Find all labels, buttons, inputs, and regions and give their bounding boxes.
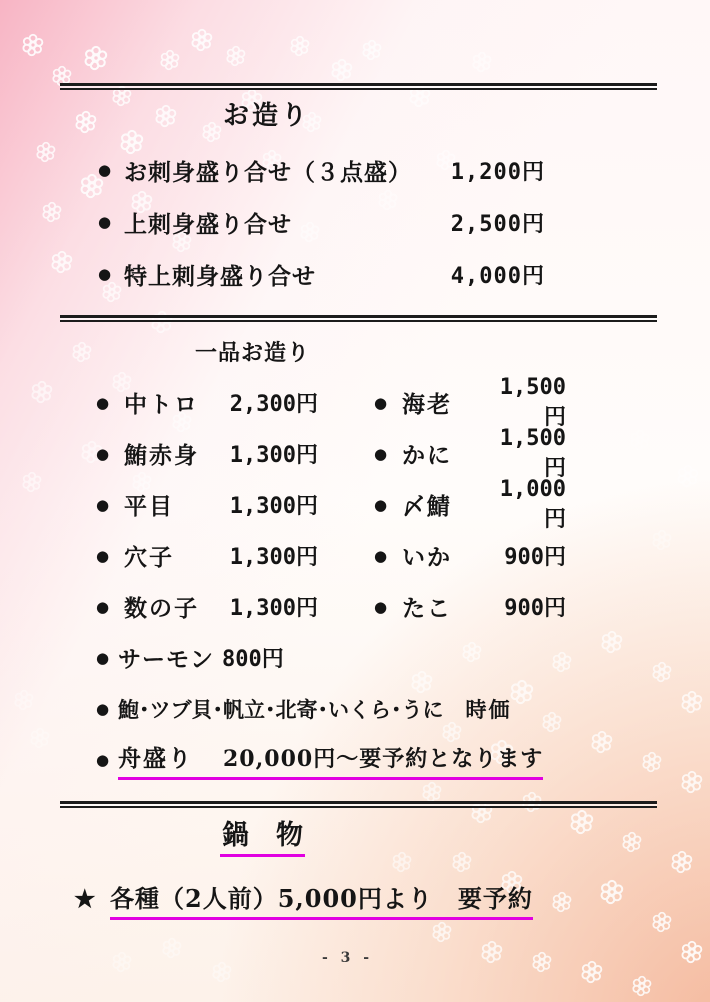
bullet-icon: ● — [374, 444, 388, 463]
item-price: 1,500円 — [499, 425, 566, 481]
item-price: 1,200円 — [450, 159, 545, 185]
ippin-items — [60, 374, 657, 785]
page-number: - 3 - — [321, 950, 374, 966]
item-name: 鮪赤身 — [124, 442, 199, 469]
bullet-icon: ● — [98, 213, 113, 231]
note-text: 各種（2人前）5,000円より 要予約 — [110, 879, 533, 920]
section-title-nabemono: 鍋 物 — [220, 820, 305, 857]
item-price: 900円 — [504, 545, 566, 570]
bullet-icon: ● — [96, 495, 110, 514]
item-price: 2,500円 — [450, 211, 545, 237]
item-price: 1,300円 — [229, 545, 318, 570]
menu-item-row — [60, 374, 657, 430]
item-name: 中トロ — [124, 391, 199, 418]
item-name: たこ — [402, 595, 452, 622]
item-price: 2,300円 — [229, 392, 318, 417]
item-price: 時価 — [465, 696, 512, 722]
item-price: 1,300円 — [229, 596, 318, 621]
double-rule-bottom — [60, 801, 657, 808]
otsukuri-items — [60, 144, 657, 300]
star-icon: ★ — [74, 884, 96, 913]
double-rule-top — [60, 83, 657, 90]
bullet-icon: ● — [374, 597, 388, 616]
item-name: 平目 — [124, 493, 174, 520]
menu-item-row — [60, 425, 657, 481]
item-name: かに — [402, 442, 452, 469]
menu-item-row — [60, 734, 657, 785]
section-title-ippin-otsukuri: 一品お造り — [195, 340, 311, 366]
menu-item-row — [60, 581, 657, 632]
item-price: 1,300円 — [229, 494, 318, 519]
funamori-underlined-text — [118, 740, 543, 780]
menu-item-row — [60, 683, 657, 734]
item-price: 1,000円 — [499, 476, 566, 532]
nabemono-note-row — [60, 879, 657, 920]
item-name: 穴子 — [124, 544, 174, 571]
item-name: 数の子 — [124, 595, 199, 622]
item-price: 4,000円 — [450, 263, 545, 289]
item-name: 鮑･ツブ貝･帆立･北寄･いくら･うに — [118, 696, 444, 722]
menu-item-row — [60, 632, 657, 683]
item-name: 舟盛り — [118, 744, 193, 772]
bullet-icon: ● — [96, 750, 110, 769]
item-detail: 20,000円～要予約となります — [223, 745, 544, 772]
menu-item-row — [60, 248, 657, 300]
menu-content — [60, 0, 657, 966]
item-name: 海老 — [402, 391, 452, 418]
item-name: サーモン — [118, 646, 214, 673]
bullet-icon: ● — [374, 546, 388, 565]
item-name: 〆鯖 — [402, 493, 452, 520]
bullet-icon: ● — [96, 648, 110, 667]
item-name: お刺身盛り合せ（３点盛） — [124, 158, 412, 186]
item-name: 上刺身盛り合せ — [124, 210, 292, 238]
menu-item-row — [60, 144, 657, 196]
menu-item-row — [60, 530, 657, 581]
bullet-icon: ● — [374, 393, 388, 412]
bullet-icon: ● — [96, 393, 110, 412]
menu-item-row — [60, 196, 657, 248]
item-price: 1,300円 — [229, 443, 318, 468]
bullet-icon: ● — [374, 495, 388, 514]
section-title-otsukuri: お造り — [223, 101, 311, 131]
item-price: 1,500円 — [499, 374, 566, 430]
double-rule-middle — [60, 315, 657, 322]
item-price: 900円 — [504, 596, 566, 621]
bullet-icon: ● — [96, 597, 110, 616]
item-name: いか — [402, 544, 452, 571]
item-price: 800円 — [222, 647, 284, 672]
item-name: 特上刺身盛り合せ — [124, 262, 316, 290]
menu-item-row — [60, 476, 657, 532]
bullet-icon: ● — [98, 161, 113, 179]
bullet-icon: ● — [98, 265, 113, 283]
bullet-icon: ● — [96, 546, 110, 565]
bullet-icon: ● — [96, 699, 110, 718]
bullet-icon: ● — [96, 444, 110, 463]
